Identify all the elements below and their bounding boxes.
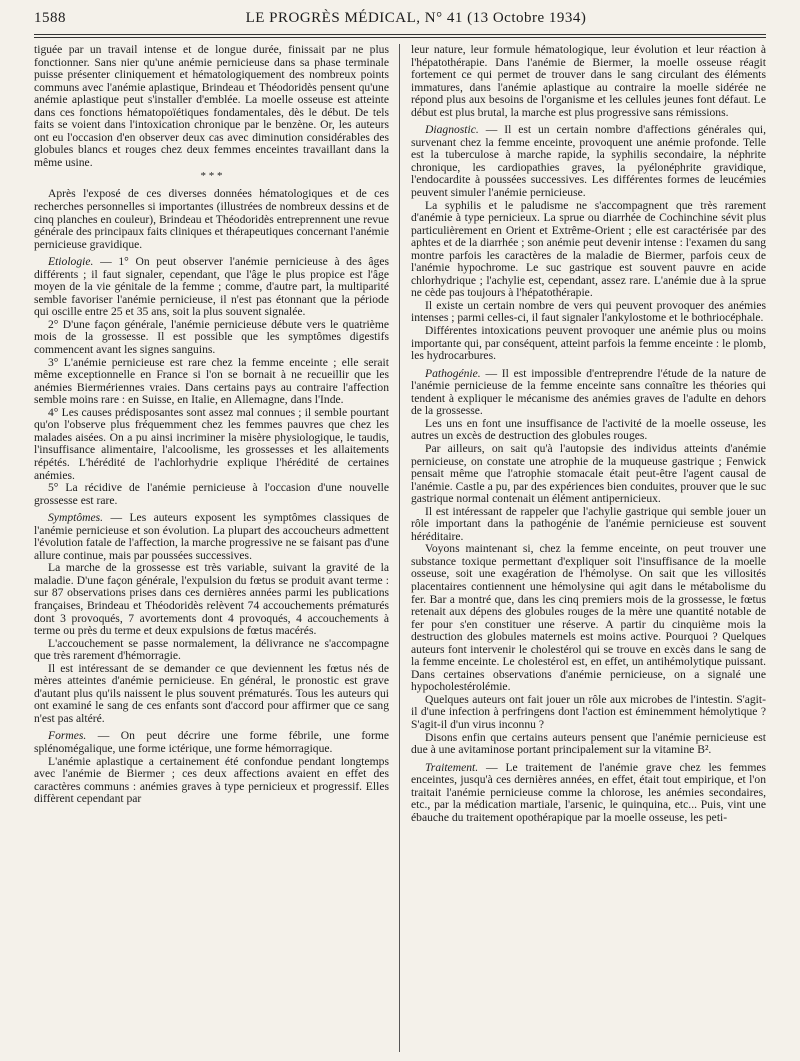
paragraph: Il est intéressant de se demander ce que deviennent les fœtus nés de mères atteintes d'anémie pernicieuse. En général, le pronostic est grave d'autant plus qu'ils naissent le plus souvent prématurés. Tous les auteurs qui ont examiné le sang de ces enfants sont d'accord pour affirmer que ce sang n'est pas altéré. (34, 661, 389, 725)
paragraph-text: — Les auteurs exposent les symptômes classiques de l'anémie pernicieuse et son évolution. La plupart des accoucheurs admettent l'évolution fatale de l'affection, la marche progressive ne se faisant pas d'une allure continue, mais par poussées successives. (34, 511, 389, 562)
paragraph: 5° La récidive de l'anémie pernicieuse à l'occasion d'une nouvelle grossesse est rare. (34, 481, 389, 507)
paragraph-text: — Le traitement de l'anémie grave chez les femmes enceintes, jusqu'à ces dernières années, en effet, était tout empirique, et l'on traitait l'anémie pernicieuse comme la chlorose, les anémies secondaires, etc., par la médication martiale, l'arsenic, le quinquina, etc... Puis, vint une ébauche du traitement opothérapique par la moelle osseuse, les peti- (411, 760, 766, 824)
paragraph: Par ailleurs, on sait qu'à l'autopsie des individus atteints d'anémie pernicieuse, on constate une atrophie de la muqueuse gastrique ; Fenwick pensait même que l'atrophie stomacale était peut-être l'agent causal de l'anémie. Castle a pu, par des expériences bien conduites, prouver que le suc gastrique normal contenait un élément antipernicieux. (411, 441, 766, 506)
section-heading-formes: Formes. (48, 729, 87, 743)
column-divider (399, 44, 400, 1052)
paragraph: 2° D'une façon générale, l'anémie pernicieuse débute vers le quatrième mois de la grossesse. Il est possible que les symptômes digestifs commencent avant les signes sanguins. (34, 317, 389, 357)
paragraph-text: — On peut décrire une forme fébrile, une forme splénomégalique, une forme ictérique, une forme hémorragique. (34, 729, 389, 755)
page-header (34, 10, 766, 34)
header-rule-bottom (34, 37, 766, 38)
section-heading-diagnostic: Diagnostic. (425, 123, 479, 137)
section-heading-pathogenie: Pathogénie. (425, 366, 481, 380)
diagnostic-paragraph (411, 124, 766, 199)
pathogenie-paragraph (411, 368, 766, 418)
section-heading-traitement: Traitement. (425, 760, 479, 774)
formes-paragraph (34, 730, 389, 755)
section-separator: * * * (200, 170, 223, 183)
paragraph: L'anémie aplastique a certainement été confondue pendant longtemps avec l'anémie de Biermer ; ces deux affections avaient en effet des caractères communs : anémies graves à type pernicieux et progressif. Elles diffèrent cependant par (34, 754, 389, 806)
paragraph: Différentes intoxications peuvent provoquer une anémie plus ou moins importante qui, par conséquent, atteint parfois la femme enceinte : le plomb, les hydrocarbures. (411, 324, 766, 363)
paragraph: La syphilis et le paludisme ne s'accompagnent que très rarement d'anémie à type pernicieux. La sprue ou diarrhée de Cochinchine sévit plus particulièrement en Orient et Extrême-Orient ; elle est caractérisée par des aphtes et de la diarrhée ; son anémie peut devenir intense : l'examen du sang montre parfois les caractères de la maladie de Biermer, parfois ceux de l'anémie hypochrome. Le suc gastrique est souvent pauvre en acide chlorhydrique ; l'achylie est, cependant, assez rare. L'anémie due à la sprue ne cède pas toujours à l'hépatothérapie. (411, 198, 766, 300)
article-body (34, 44, 766, 1054)
page-number: 1588 (34, 10, 66, 26)
paragraph: Après l'exposé de ces diverses données hématologiques et de ces recherches personnelles si importantes (illustrées de nombreux dessins et de cinq planches en couleur), Brindeau et Théodoridès entreprennent une revue générale des principaux faits cliniques et thérapeutiques concernant l'anémie pernicieuse gravidique. (34, 187, 389, 251)
paragraph: Voyons maintenant si, chez la femme enceinte, on peut trouver une substance toxique permettant d'expliquer soit l'insuffisance de la moelle osseuse, soit une exagération de l'hémolyse. On sait que les villosités placentaires contiennent une hémolysine qui agit dans le métabolisme du fer. Bar a montré que, dans les cinq premiers mois de la grossesse, le fœtus retenait aux dépens des globules rouges de la mère une quantité notable de fer pour s'en constituer une réserve. A partir du cinquième mois la destruction des globules maternels est moins active. Pourquoi ? Quelques auteurs font intervenir le cholestérol qui se trouve en excès dans le sang de la femme enceinte. Le cholestérol est, en effet, un antihémolytique puissant. Dans certaines observations d'anémie pernicieuse, on a signalé une hypocholestérolémie. (411, 542, 766, 694)
left-column (34, 44, 395, 1054)
paragraph-text: — 1° On peut observer l'anémie pernicieuse à des âges différents ; il faut signaler, cependant, que l'âge le plus propice est l'âge moyen de la vie génitale de la femme ; comme, d'autre part, la multiparité semble favoriser l'anémie pernicieuse, il n'est pas étonnant que la période qui oscille entre 25 et 35 ans, soit la plus souvent signalée. (34, 255, 389, 319)
header-rule-top (34, 34, 766, 35)
paragraph: Les uns en font une insuffisance de l'activité de la moelle osseuse, les autres un excès de destruction des globules rouges. (411, 416, 766, 443)
section-heading-etiologie: Etiologie. (48, 255, 94, 269)
paragraph: Quelques auteurs ont fait jouer un rôle aux microbes de l'intestin. S'agit-il d'une infection à perfringens dont l'action est éminemment hémolytique ? S'agit-il d'un virus inconnu ? (411, 692, 766, 731)
paragraph: tiguée par un travail intense et de longue durée, finissait par ne plus fonctionner. Sans nier qu'une anémie pernicieuse dans sa phase terminale puisse présenter cliniquement et hématologiquement des nombreux points communs avec l'anémie aplastique, Brindeau et Théodoridès pensent qu'une anémie aplastique peut s'installer d'emblée. La moelle osseuse est atteinte dans ces fonctions hématopoïétiques fondamentales, dès le début. De tels faits se voient dans l'intoxication chronique par le benzène. Or, les auteurs ont eu l'occasion d'en observer deux cas avec diminution considérables des globules blancs et rouges chez deux femmes enceintes travaillant dans la même usine. (34, 44, 389, 169)
paragraph: L'accouchement se passe normalement, la délivrance ne s'accompagne que très rarement d'hémorragie. (34, 636, 389, 663)
paragraph: 3° L'anémie pernicieuse est rare chez la femme enceinte ; elle serait même exceptionnelle en France si l'on se bornait à ne recueillir que les anémies Biermériennes vraies. Dans certains pays au contraire l'affection semble moins rare : en Suisse, en Italie, en Allemagne, dans l'Inde. (34, 355, 389, 407)
paragraph: leur nature, leur formule hématologique, leur évolution et leur réaction à l'hépatothérapie. Dans l'anémie de Biermer, la moelle osseuse réagit fortement ce qui permet de trouver dans le sang circulant des éléments immatures, dans l'anémie aplastique au contraire la moelle sidérée ne répond plus aux besoins de l'organisme et les cellules jeunes font défaut. Le début est plus brutal, la marche est plus progressive sans rémissions. (411, 44, 766, 119)
traitement-paragraph (411, 762, 766, 825)
symptomes-paragraph (34, 512, 389, 562)
paragraph: Disons enfin que certains auteurs pensent que l'anémie pernicieuse est due à une avitaminose portant principalement sur la vitamine B². (411, 730, 766, 757)
paragraph: 4° Les causes prédisposantes sont assez mal connues ; il semble pourtant qu'on l'observe plus fréquemment chez les femmes pauvres que chez les malades aisées. On a pu ainsi incriminer la misère physiologique, le taudis, l'insuffisance alimentaire, l'alcoolisme, les grossesses et les allaitements répétés. L'hérédité de l'achlorhydrie explique l'hérédité de certaines anémies. (34, 405, 389, 482)
paragraph-text: — Il est un certain nombre d'affections générales qui, survenant chez la femme enceinte, provoquent une anémie profonde. Telle est la tuberculose à marche rapide, la syphilis secondaire, la néphrite chronique, les cardiopathies graves, la pyélonéphrite gravidique, l'endocardite à poussées successives. Les différentes formes de leucémies peuvent simuler l'anémie pernicieuse. (411, 123, 766, 200)
paragraph-text: — Il est impossible d'entreprendre l'étude de la nature de l'anémie pernicieuse de la femme enceinte sans connaître les théories qui tendent à expliquer le mécanisme des anémies graves de l'adulte en dehors de la grossesse. (411, 366, 766, 418)
etiologie-paragraph (34, 256, 389, 319)
paragraph: La marche de la grossesse est très variable, suivant la gravité de la maladie. D'une façon générale, l'expulsion du fœtus se produit avant terme : sur 87 observations prises dans ces dernières années parmi les publications françaises, Brindeau et Théodoridès relèvent 74 accouchements prématurés dont 3 provoqués, 7 avortements dont 4 provoqués, 4 accouchements à terme ou près du terme et deux expulsions de fœtus macérés. (34, 561, 389, 638)
paragraph: Il existe un certain nombre de vers qui peuvent provoquer des anémies intenses ; parmi celles-ci, il faut signaler l'ankylostome et le bothriocéphale. (411, 298, 766, 325)
section-heading-symptomes: Symptômes. (48, 511, 104, 525)
right-column (405, 44, 766, 1054)
paragraph: Il est intéressant de rappeler que l'achylie gastrique qui semble jouer un rôle important dans la pathogénie de l'anémie pernicieuse est souvent héréditaire. (411, 504, 766, 543)
journal-title: LE PROGRÈS MÉDICAL, N° 41 (13 Octobre 1934) (245, 10, 587, 26)
